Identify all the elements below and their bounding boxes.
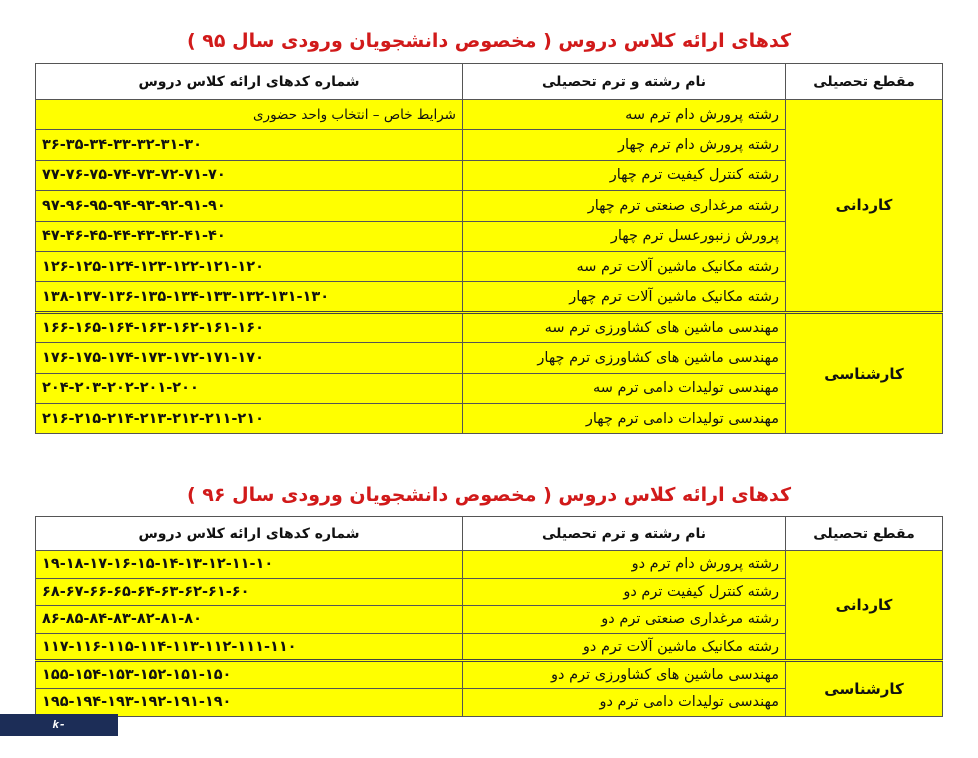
header-level: مقطع تحصیلی [786, 64, 943, 100]
class-codes-cell: ۱۱۷-۱۱۶-۱۱۵-۱۱۴-۱۱۳-۱۱۲-۱۱۱-۱۱۰ [36, 633, 463, 661]
course-name-cell: مهندسی ماشین های کشاورزی ترم چهار [463, 343, 786, 373]
class-codes-cell: ۶۸-۶۷-۶۶-۶۵-۶۴-۶۳-۶۲-۶۱-۶۰ [36, 578, 463, 606]
table-95-title: کدهای ارائه کلاس دروس ( مخصوص دانشجویان ورودی سال ۹۵ ) [186, 30, 791, 52]
course-name-cell: رشته پرورش دام ترم سه [463, 100, 786, 130]
course-name-cell: پرورش زنبورعسل ترم چهار [463, 221, 786, 251]
class-codes-cell: ۱۷۶-۱۷۵-۱۷۴-۱۷۳-۱۷۲-۱۷۱-۱۷۰ [36, 343, 463, 373]
course-name-cell: رشته پرورش دام ترم چهار [463, 130, 786, 160]
course-name-cell: مهندسی تولیدات دامی ترم سه [463, 373, 786, 403]
codes-table-96 [35, 516, 943, 717]
class-codes-cell: ۱۵۵-۱۵۴-۱۵۳-۱۵۲-۱۵۱-۱۵۰ [36, 661, 463, 689]
level-cell: کارشناسی [786, 312, 943, 434]
header-code: شماره کدهای ارائه کلاس دروس [36, 517, 463, 551]
course-name-cell: رشته کنترل کیفیت ترم چهار [463, 160, 786, 190]
course-name-cell: مهندسی تولیدات دامی ترم چهار [463, 403, 786, 433]
table-row [36, 551, 943, 579]
class-codes-cell: شرایط خاص – انتخاب واحد حضوری [36, 100, 463, 130]
course-name-cell: رشته مکانیک ماشین آلات ترم چهار [463, 282, 786, 312]
class-codes-cell: ۱۹۵-۱۹۴-۱۹۳-۱۹۲-۱۹۱-۱۹۰ [36, 688, 463, 716]
class-codes-cell: ۹۷-۹۶-۹۵-۹۴-۹۳-۹۲-۹۱-۹۰ [36, 191, 463, 221]
table-96-title: کدهای ارائه کلاس دروس ( مخصوص دانشجویان ورودی سال ۹۶ ) [186, 484, 791, 506]
course-name-cell: مهندسی ماشین های کشاورزی ترم دو [463, 661, 786, 689]
table-row [36, 312, 943, 342]
course-name-cell: رشته مکانیک ماشین آلات ترم دو [463, 633, 786, 661]
level-cell: کارشناسی [786, 661, 943, 716]
header-row [36, 64, 943, 100]
class-codes-cell: ۱۹-۱۸-۱۷-۱۶-۱۵-۱۴-۱۳-۱۲-۱۱-۱۰ [36, 551, 463, 579]
class-codes-cell: ۲۱۶-۲۱۵-۲۱۴-۲۱۳-۲۱۲-۲۱۱-۲۱۰ [36, 403, 463, 433]
table-row [36, 100, 943, 130]
level-cell: کاردانی [786, 100, 943, 313]
class-codes-cell: ۸۶-۸۵-۸۴-۸۳-۸۲-۸۱-۸۰ [36, 606, 463, 634]
site-watermark: k-shahryar.tvu.ac.ir [0, 714, 118, 736]
class-codes-cell: ۱۲۶-۱۲۵-۱۲۴-۱۲۳-۱۲۲-۱۲۱-۱۲۰ [36, 251, 463, 281]
course-name-cell: رشته مکانیک ماشین آلات ترم سه [463, 251, 786, 281]
class-codes-cell: ۲۰۴-۲۰۳-۲۰۲-۲۰۱-۲۰۰ [36, 373, 463, 403]
header-name: نام رشته و ترم تحصیلی [463, 64, 786, 100]
class-codes-cell: ۱۶۶-۱۶۵-۱۶۴-۱۶۳-۱۶۲-۱۶۱-۱۶۰ [36, 312, 463, 342]
course-name-cell: مهندسی تولیدات دامی ترم دو [463, 688, 786, 716]
header-level: مقطع تحصیلی [786, 517, 943, 551]
course-name-cell: رشته کنترل کیفیت ترم دو [463, 578, 786, 606]
codes-table-95 [35, 63, 943, 434]
class-codes-cell: ۴۷-۴۶-۴۵-۴۴-۴۳-۴۲-۴۱-۴۰ [36, 221, 463, 251]
header-row [36, 517, 943, 551]
course-name-cell: رشته مرغداری صنعتی ترم چهار [463, 191, 786, 221]
course-name-cell: مهندسی ماشین های کشاورزی ترم سه [463, 312, 786, 342]
course-name-cell: رشته پرورش دام ترم دو [463, 551, 786, 579]
course-name-cell: رشته مرغداری صنعتی ترم دو [463, 606, 786, 634]
class-codes-cell: ۱۳۸-۱۳۷-۱۳۶-۱۳۵-۱۳۴-۱۳۳-۱۳۲-۱۳۱-۱۳۰ [36, 282, 463, 312]
header-name: نام رشته و ترم تحصیلی [463, 517, 786, 551]
class-codes-cell: ۷۷-۷۶-۷۵-۷۴-۷۳-۷۲-۷۱-۷۰ [36, 160, 463, 190]
table-row [36, 661, 943, 689]
class-codes-cell: ۳۶-۳۵-۳۴-۳۳-۳۲-۳۱-۳۰ [36, 130, 463, 160]
level-cell: کاردانی [786, 551, 943, 661]
header-code: شماره کدهای ارائه کلاس دروس [36, 64, 463, 100]
